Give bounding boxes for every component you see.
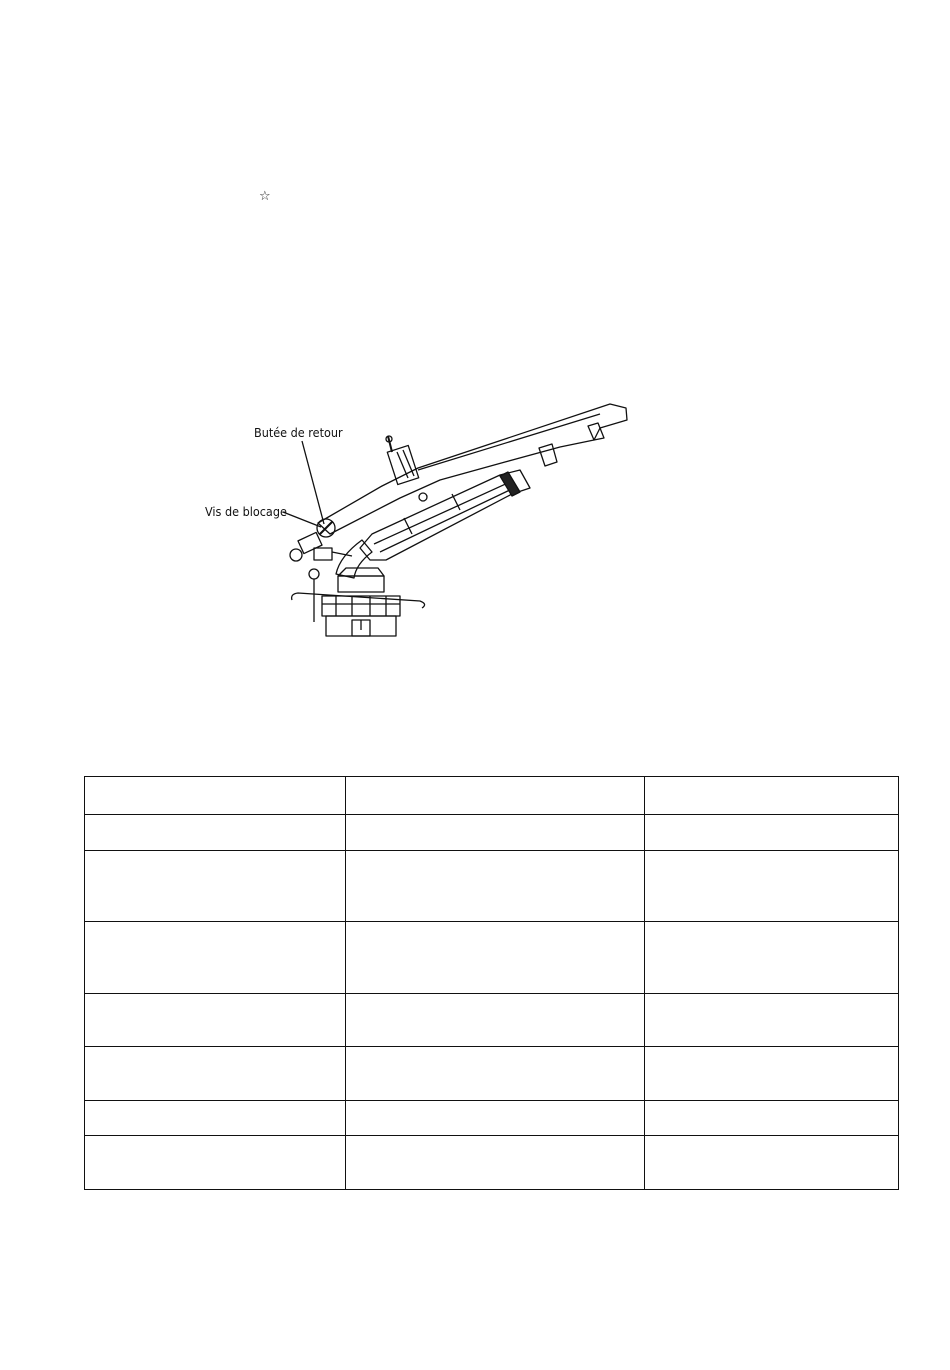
table-row (85, 994, 899, 1047)
table-cell (645, 777, 899, 815)
table-cell (346, 777, 645, 815)
table-cell (85, 1136, 346, 1190)
table-cell (645, 1136, 899, 1190)
table-cell (85, 815, 346, 851)
base-rail (292, 593, 425, 608)
table-cell (645, 1101, 899, 1136)
table-cell (346, 1101, 645, 1136)
star-marker: ☆ (259, 189, 271, 204)
table-cell (85, 1047, 346, 1101)
table-row (85, 1101, 899, 1136)
table-cell (85, 922, 346, 994)
table-row (85, 815, 899, 851)
table-cell (645, 1047, 899, 1101)
table-row (85, 922, 899, 994)
leader-line-butee (302, 441, 324, 524)
reversing-mechanism (298, 532, 322, 553)
table-cell (85, 851, 346, 922)
table-cell (85, 777, 346, 815)
table-row (85, 851, 899, 922)
table-cell (85, 1101, 346, 1136)
label-vis-de-blocage: Vis de blocage (205, 504, 287, 519)
table-row (85, 1136, 899, 1190)
table-row (85, 777, 899, 815)
table-cell (645, 815, 899, 851)
table-cell (645, 851, 899, 922)
table-cell (346, 994, 645, 1047)
table-cell (346, 922, 645, 994)
table-cell (346, 815, 645, 851)
specification-table (84, 776, 899, 1190)
leader-line-vis (283, 512, 321, 527)
label-butee-de-retour: Butée de retour (254, 425, 343, 440)
table-cell (645, 922, 899, 994)
table-cell (645, 994, 899, 1047)
sprinkler-gun-drawing (180, 395, 650, 655)
table-cell (346, 1136, 645, 1190)
table-row (85, 1047, 899, 1101)
table-cell (346, 851, 645, 922)
table-cell (346, 1047, 645, 1101)
table-cell (85, 994, 346, 1047)
